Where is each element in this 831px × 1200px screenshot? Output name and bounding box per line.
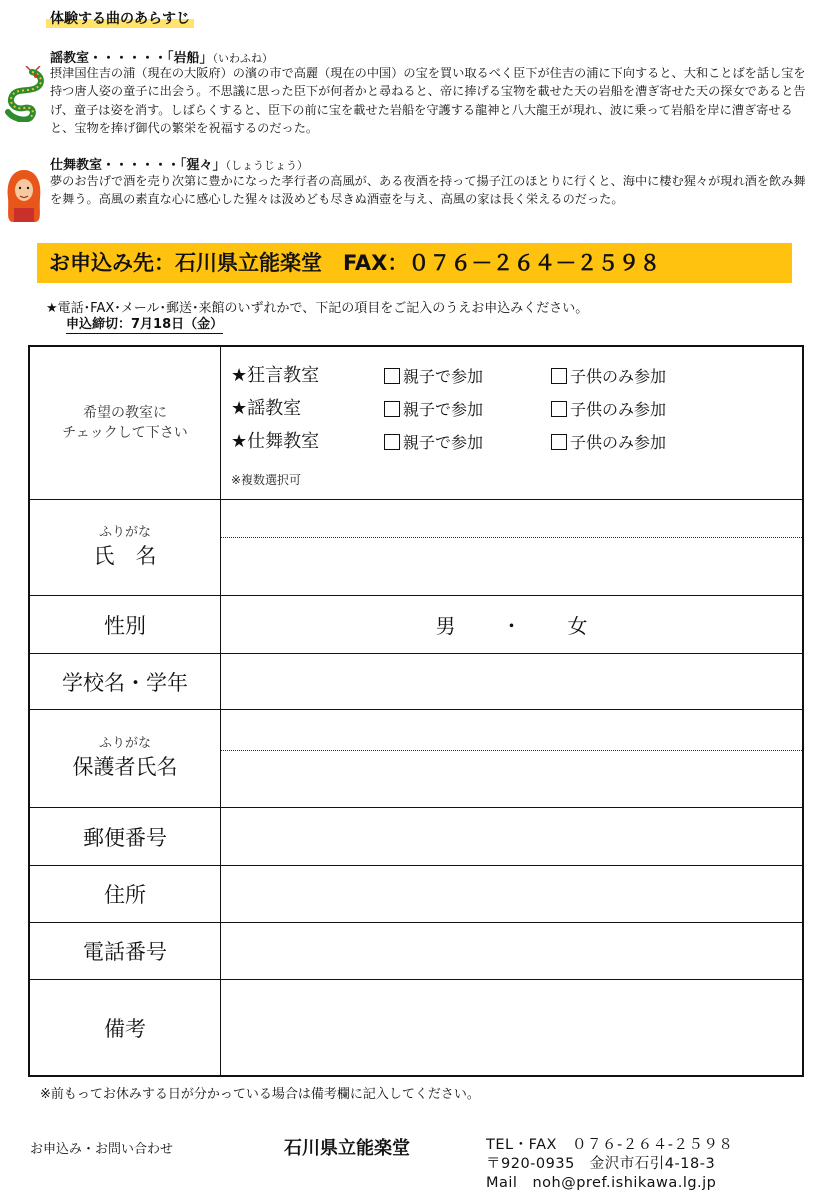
checkbox[interactable] [551,368,567,384]
class-label-line2: チェックして下さい [62,425,188,441]
address-label-cell [30,866,221,922]
guardian-row [30,710,802,808]
kyogen-parent-child-option[interactable] [384,364,483,387]
phone-row [30,923,802,980]
postal-row [30,808,802,866]
inquiry-label: お申込み・お問い合わせ [30,1142,174,1157]
phone-label: 電話番号 [83,940,167,964]
shojo-illustration-icon [4,168,44,224]
story-body-iwafune: 摂津国住吉の浦（現在の大阪府）の濱の市で高麗（現在の中国）の宝を買い取るべく臣下が住吉の浦に下向すると、大和ことばを話し宝を持つ唐人姿の童子に出会う。不思議に思った臣下が何者かと尋ねると、帝に捧げる宝物を載せた天の岩船を漕ぎ寄せた天の探女であると告げ、童子は姿を消す。しばらくすると、臣下の前に宝を載せた岩船を守護する龍神と八大龍王が現れ、波に乗って岩船を岸に漕ぎ寄せると、宝物を捧げ御代の繁栄を祝福するのだった。 [50,66,806,136]
name-row [30,500,802,596]
class-utai-label: ★謡教室 [231,398,302,419]
footer-organization: 石川県立能楽堂 [284,1138,410,1159]
remarks-row [30,980,802,1075]
gender-label: 性別 [104,613,146,638]
gender-separator: ・ [501,614,522,638]
gender-male-option[interactable]: 男 [435,614,456,638]
furigana-divider [221,750,802,751]
checkbox[interactable] [551,434,567,450]
school-row [30,654,802,710]
remarks-label-cell [30,980,221,1075]
footer-tel-fax: TEL・FAX ０７６-２６４-２５９８ [486,1137,734,1153]
postal-label-cell [30,808,221,865]
guardian-label-cell [30,710,221,807]
school-input-area[interactable] [221,654,802,709]
checkbox[interactable] [384,434,400,450]
gender-options [221,596,802,653]
checkbox[interactable] [384,401,400,417]
story-reading: （しょうじょう） [225,159,309,172]
option-label: 親子で参加 [403,367,484,386]
address-row [30,866,802,923]
application-deadline: 申込締切：7月18日（金） [66,317,224,332]
option-label: 親子で参加 [403,433,484,452]
address-input-area[interactable] [221,866,802,922]
absence-footnote: ※前もってお休みする日が分かっている場合は備考欄に記入してください。 [40,1087,480,1102]
school-label: 学校名・学年 [62,670,188,695]
application-instruction: ★電話･FAX･メール･郵送･来館のいずれかで、下記の項目をご記入のうえお申込みください。 [46,301,589,316]
option-label: 子供のみ参加 [570,367,667,386]
guardian-furigana-label: ふりがな [98,736,151,751]
class-selection-options [221,347,802,499]
remarks-input-area[interactable] [221,980,802,1075]
checkbox[interactable] [384,368,400,384]
story-title-shojo [50,154,308,173]
story-reading: （いわふね） [212,52,274,65]
name-label: 氏 名 [93,544,157,568]
school-label-cell [30,654,221,709]
utai-parent-child-option[interactable] [384,397,483,420]
footer-mail[interactable]: Mail noh@pref.ishikawa.lg.jp [486,1175,717,1191]
postal-input-area[interactable] [221,808,802,865]
class-kyogen-label: ★狂言教室 [231,365,320,386]
furigana-divider [221,537,802,538]
gender-choice [221,596,802,653]
name-input-area[interactable] [221,500,802,595]
shimai-parent-child-option[interactable] [384,430,483,453]
gender-label-cell [30,596,221,653]
phone-label-cell [30,923,221,979]
dragon-illustration-icon [2,66,46,122]
checkbox[interactable] [551,401,567,417]
guardian-input-area[interactable] [221,710,802,807]
option-label: 子供のみ参加 [570,400,667,419]
application-banner: お申込み先：石川県立能楽堂 FAX：０７６－２６４－２５９８ [37,243,792,283]
shimai-child-only-option[interactable] [551,430,666,453]
section-heading: 体験する曲のあらすじ [46,8,194,28]
name-furigana-label: ふりがな [98,525,151,540]
kyogen-child-only-option[interactable] [551,364,666,387]
footer-contact [486,1136,733,1193]
option-label: 子供のみ参加 [570,433,667,452]
multi-select-note: ※複数選択可 [231,473,302,487]
class-selection-label [30,347,221,499]
application-form [28,345,804,1077]
footer-address: 〒920-0935 金沢市石引4-18-3 [486,1156,716,1172]
class-shimai-label: ★仕舞教室 [231,431,320,452]
option-label: 親子で参加 [403,400,484,419]
name-label-cell [30,500,221,595]
utai-child-only-option[interactable] [551,397,666,420]
story-title-text: 仕舞教室・・・・・・「猩々」 [50,158,226,173]
address-label: 住所 [104,883,146,907]
class-label-line1: 希望の教室に [83,405,167,421]
phone-input-area[interactable] [221,923,802,979]
story-body-shojo: 夢のお告げで酒を売り次第に豊かになった孝行者の高風が、ある夜酒を持って揚子江のほとりに行くと、海中に棲む猩々が現れ酒を飲み舞を舞う。高風の素直な心に感心した猩々は汲めども尽きぬ酒壺を与え、高風の家は長く栄えるのだった。 [50,174,806,207]
gender-row [30,596,802,654]
story-title-text: 謡教室・・・・・・「岩船」 [50,51,213,66]
remarks-label: 備考 [104,1016,146,1041]
postal-label: 郵便番号 [83,825,167,850]
guardian-label: 保護者氏名 [72,755,178,779]
class-selection-row [30,347,802,500]
gender-female-option[interactable]: 女 [567,614,588,638]
